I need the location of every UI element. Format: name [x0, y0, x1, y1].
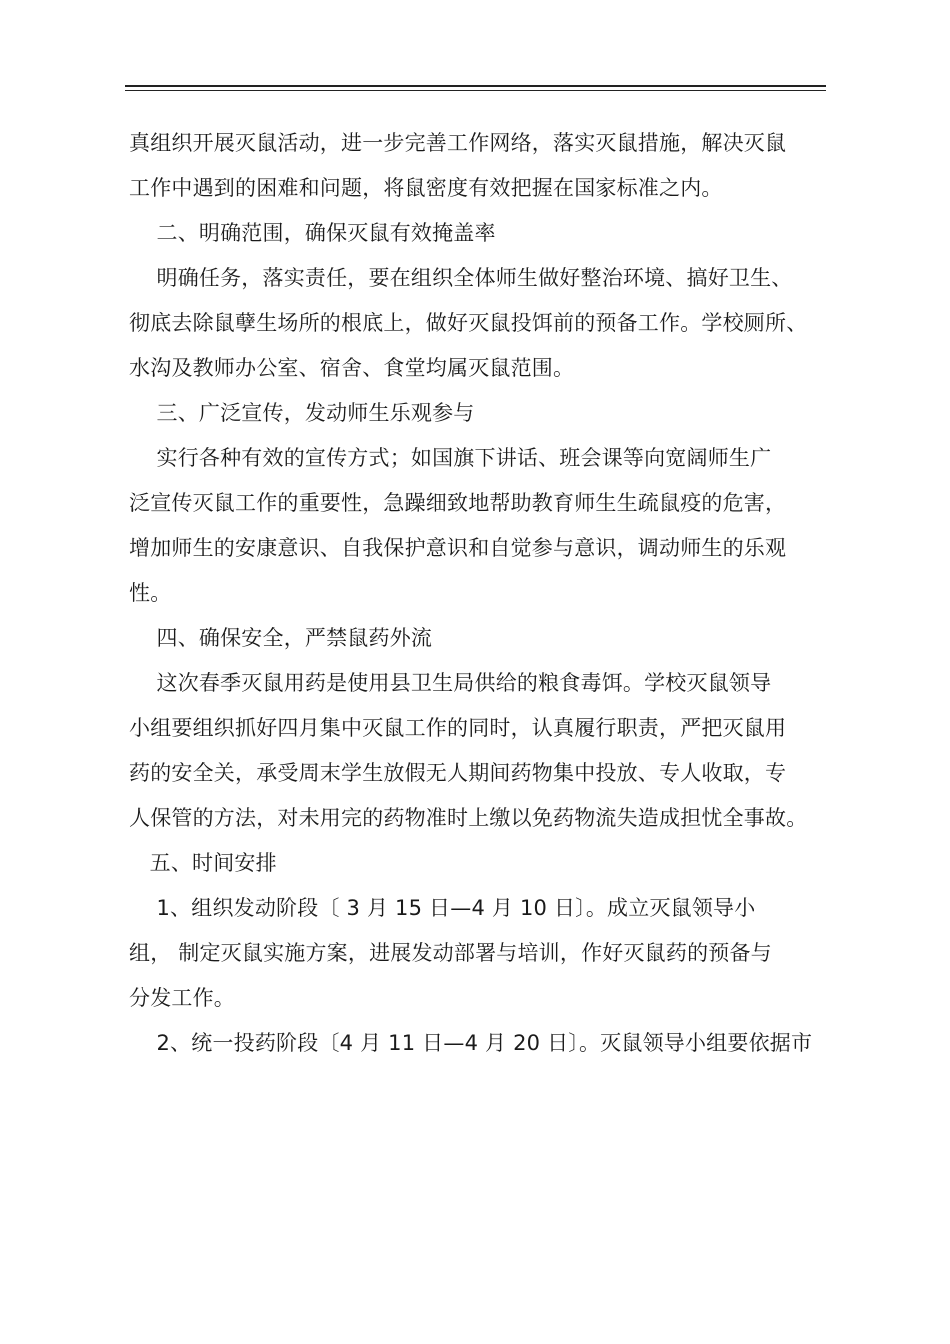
text-line: 小组要组织抓好四月集中灭鼠工作的同时，认真履行职责，严把灭鼠用	[129, 716, 787, 740]
section-heading: 二、明确范围，确保灭鼠有效掩盖率	[129, 221, 496, 245]
text-line: 性。	[129, 581, 172, 605]
text-line: 彻底去除鼠孽生场所的根底上，做好灭鼠投饵前的预备工作。学校厕所、	[129, 311, 808, 335]
text-line: 药的安全关，承受周末学生放假无人期间药物集中投放、专人收取，专	[129, 761, 787, 785]
text-line: 工作中遇到的困难和问题，将鼠密度有效把握在国家标准之内。	[129, 176, 723, 200]
text-line: 泛宣传灭鼠工作的重要性，急躁细致地帮助教育师生生疏鼠疫的危害，	[129, 491, 787, 515]
section-heading: 四、确保安全，严禁鼠药外流	[129, 626, 433, 650]
section-heading: 三、广泛宣传，发动师生乐观参与	[129, 401, 475, 425]
text-line: 组， 制定灭鼠实施方案，进展发动部署与培训，作好灭鼠药的预备与	[129, 941, 772, 965]
text-line: 明确任务，落实责任，要在组织全体师生做好整治环境、搞好卫生、	[129, 266, 793, 290]
text-line: 水沟及教师办公室、宿舍、食堂均属灭鼠范围。	[129, 356, 575, 380]
text-line: 真组织开展灭鼠活动，进一步完善工作网络，落实灭鼠措施，解决灭鼠	[129, 131, 787, 155]
text-line: 1、组织发动阶段〔 3 月 15 日—4 月 10 日〕。成立灭鼠领导小	[129, 896, 756, 920]
header-rule-thick	[125, 85, 826, 87]
header-rule-thin	[125, 90, 826, 91]
text-line: 实行各种有效的宣传方式；如国旗下讲话、班会课等向宽阔师生广	[129, 446, 772, 470]
text-line: 分发工作。	[129, 986, 235, 1010]
text-line: 增加师生的安康意识、自我保护意识和自觉参与意识，调动师生的乐观	[129, 536, 787, 560]
text-line: 人保管的方法，对未用完的药物准时上缴以免药物流失造成担忧全事故。	[129, 806, 808, 830]
text-line: 2、统一投药阶段〔4 月 11 日—4 月 20 日〕。灭鼠领导小组要依据市	[129, 1031, 813, 1055]
document-body	[129, 121, 849, 1066]
text-line: 这次春季灭鼠用药是使用县卫生局供给的粮食毒饵。学校灭鼠领导	[129, 671, 772, 695]
section-heading: 五、时间安排	[129, 851, 277, 875]
